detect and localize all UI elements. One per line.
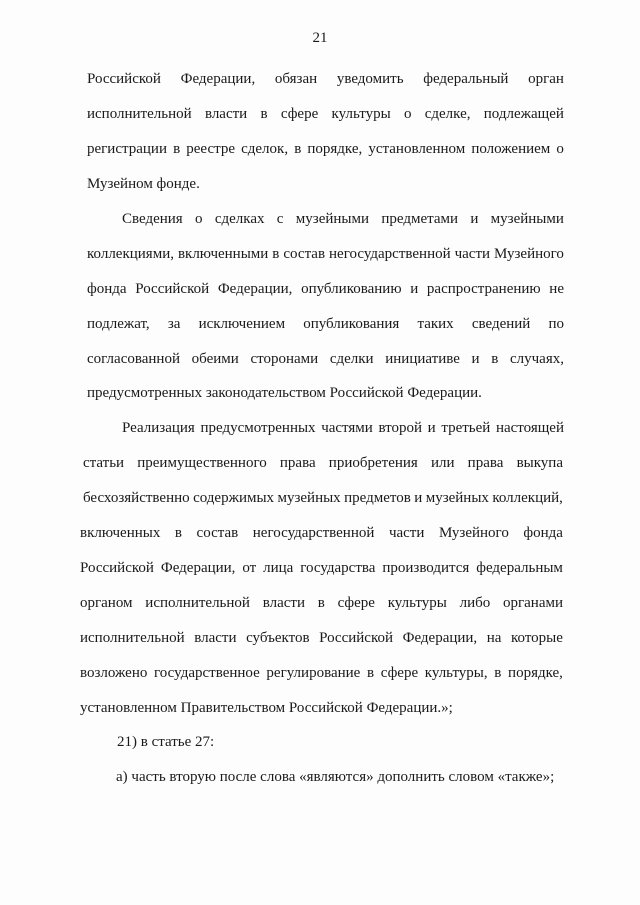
text-line: исполнительной власти субъектов Российской Федерации, на которые	[80, 630, 563, 646]
text-line: подлежат, за исключением опубликования таких сведений по	[87, 316, 564, 332]
text-line: органом исполнительной власти в сфере культуры либо органами	[80, 595, 563, 611]
text-line: фонда Российской Федерации, опубликованию и распространению не	[87, 281, 564, 297]
text-line: статьи преимущественного права приобретения или права выкупа	[83, 455, 563, 471]
text-line: Российской Федерации, от лица государства производится федеральным	[80, 560, 563, 576]
paragraph-first-line: Сведения о сделках с музейными предметами и музейными	[122, 211, 564, 227]
text-line: бесхозяйственно содержимых музейных предметов и музейных коллекций,	[83, 490, 563, 506]
page-number: 21	[312, 30, 328, 46]
text-line: возложено государственное регулирование в сфере культуры, в порядке,	[80, 665, 563, 681]
text-line: Российской Федерации, обязан уведомить федеральный орган	[87, 71, 564, 87]
list-item-heading: 21) в статье 27:	[117, 734, 215, 750]
text-line: включенных в состав негосударственной части Музейного фонда	[80, 525, 563, 541]
paragraph-first-line: Реализация предусмотренных частями второй и третьей настоящей	[122, 420, 564, 436]
text-line: установленном Правительством Российской Федерации.»;	[80, 700, 453, 716]
text-line: предусмотренных законодательством Российской Федерации.	[87, 385, 482, 401]
text-line: согласованной обеими сторонами сделки инициативе и в случаях,	[87, 351, 564, 367]
text-line: коллекциями, включенными в состав негосударственной части Музейного	[87, 246, 564, 262]
text-line: Музейном фонде.	[87, 176, 200, 192]
text-line: исполнительной власти в сфере культуры о сделке, подлежащей	[87, 106, 564, 122]
text-line: регистрации в реестре сделок, в порядке, установленном положением о	[87, 141, 564, 157]
list-subitem: а) часть вторую после слова «являются» дополнить словом «также»;	[116, 769, 555, 785]
